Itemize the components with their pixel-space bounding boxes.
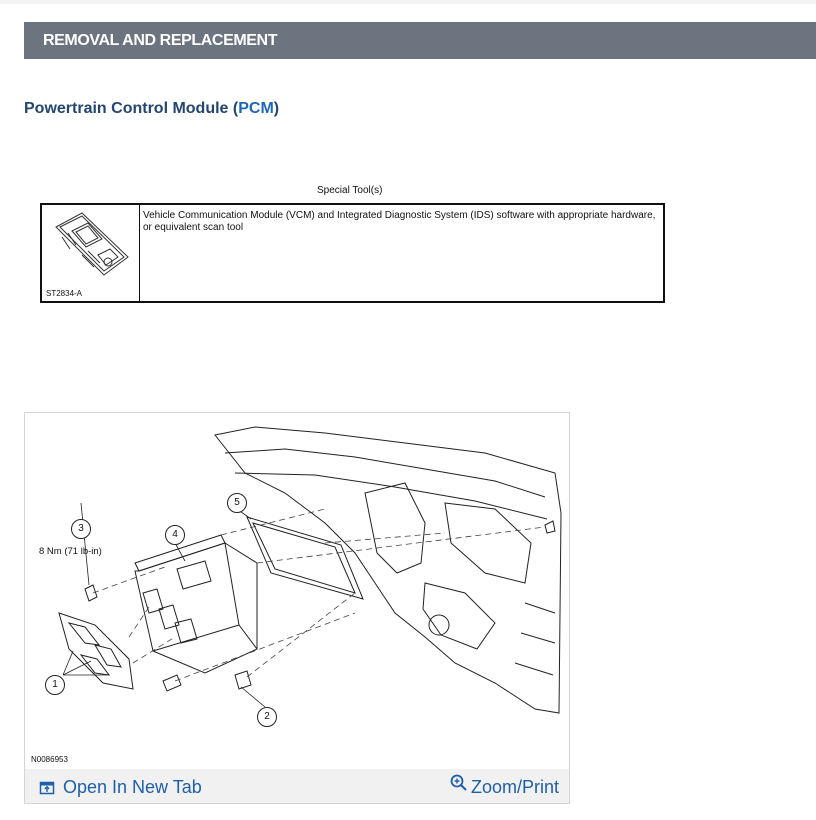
- zoom-icon: [449, 773, 469, 793]
- callout-2: 2: [257, 707, 277, 727]
- pcm-exploded-figure: [24, 412, 570, 804]
- section-title: REMOVAL AND REPLACEMENT: [43, 32, 278, 49]
- pcm-exploded-diagram: [25, 413, 569, 769]
- open-in-new-tab-button[interactable]: [39, 777, 202, 798]
- figure-code: N0086953: [31, 755, 68, 764]
- title-main: Powertrain Control Module: [24, 100, 229, 117]
- open-in-new-tab-icon: [39, 780, 55, 796]
- callout-1: 1: [45, 675, 65, 695]
- zoom-print-button[interactable]: [449, 773, 559, 798]
- title-paren-close: ): [273, 100, 280, 117]
- callout-3: 3: [71, 519, 91, 539]
- figure-toolbar: [25, 769, 569, 803]
- pcm-abbreviation-link[interactable]: PCM: [238, 100, 274, 117]
- special-tools-caption: Special Tool(s): [317, 185, 383, 196]
- callout-5: 5: [227, 493, 247, 513]
- tool-image-cell: [42, 205, 140, 301]
- section-header: [24, 22, 816, 59]
- page-title: [24, 100, 279, 118]
- top-divider: [0, 0, 816, 4]
- tool-description: Vehicle Communication Module (VCM) and Integrated Diagnostic System (IDS) software with appropriate hardware, or equivalent scan tool: [143, 210, 656, 233]
- callout-4: 4: [165, 525, 185, 545]
- zoom-print-label: Zoom/Print: [471, 777, 560, 797]
- open-in-new-tab-label: Open In New Tab: [63, 777, 202, 797]
- special-tools-table: [40, 203, 665, 303]
- torque-spec-label: 8 Nm (71 lb-in): [39, 546, 102, 557]
- scan-tool-illustration: [42, 205, 139, 289]
- title-paren-open: (: [228, 100, 239, 117]
- tool-code: ST2834-A: [46, 289, 83, 298]
